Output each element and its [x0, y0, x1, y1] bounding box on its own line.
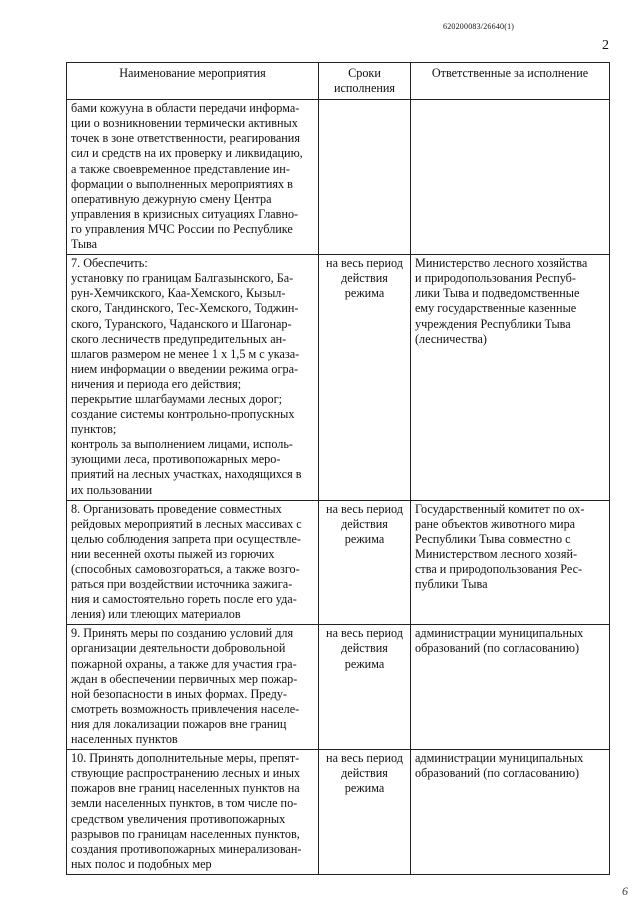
cell-line: оперативную дежурную смену Центра: [71, 191, 272, 206]
deadline-cell: [319, 500, 411, 625]
deadline-cell: [319, 625, 411, 750]
activity-cell: [67, 100, 319, 255]
cell-line: ции о возникновении термически активных: [71, 116, 298, 131]
header-activity: Наименование мероприятия: [67, 63, 319, 100]
header-deadline: Сроки исполнения: [319, 63, 411, 100]
cell-line: на весь период: [326, 501, 403, 516]
cell-line: режима: [344, 531, 385, 546]
cell-line: их пользовании: [71, 482, 153, 497]
measures-table: [66, 62, 610, 875]
cell-line: 9. Принять меры по созданию условий для: [71, 626, 294, 641]
responsible-cell: [411, 255, 610, 501]
cell-line: создания противопожарных минерализован-: [71, 841, 302, 856]
responsible-cell: [411, 500, 610, 625]
cell-line: ления) или тлеющих материалов: [71, 607, 241, 622]
cell-line: ране объектов животного мира: [415, 516, 576, 531]
document-code: 620200083/26640(1): [443, 22, 515, 31]
cell-line: контроль за выполнением лицами, исполь-: [71, 437, 293, 452]
cell-line: бами кожууна в области передачи информа-: [71, 101, 300, 116]
cell-line: администрации муниципальных: [415, 751, 584, 766]
activity-cell: [67, 625, 319, 750]
cell-line: создание системы контрольно-пропускных: [71, 407, 295, 422]
cell-line: 8. Организовать проведение совместных: [71, 501, 282, 516]
cell-line: действия: [341, 271, 388, 286]
cell-line: Государственный комитет по ох-: [415, 501, 585, 516]
cell-line: ского, Тандинского, Тес-Хемского, Тоджин-: [71, 301, 299, 316]
cell-line: целью соблюдения запрета при осуществле-: [71, 531, 301, 546]
header-responsible: Ответственные за исполнение: [411, 63, 610, 100]
cell-line: Тыва: [71, 237, 98, 252]
cell-line: ных полос и подобных мер: [71, 856, 212, 871]
table-row: [67, 750, 610, 875]
cell-line: смотреть возможность привлечения населе-: [71, 701, 300, 716]
cell-line: перекрытие шлагбаумами лесных дорог;: [71, 391, 282, 406]
cell-line: земли населенных пунктов, в том числе по-: [71, 796, 298, 811]
cell-line: пожаров вне границ населенных пунктов на: [71, 781, 300, 796]
cell-line: го управления МЧС России по Республике: [71, 221, 293, 236]
cell-line: рейдовых мероприятий в лесных массивах с: [71, 516, 302, 531]
cell-line: ния для локализации пожаров вне границ: [71, 716, 287, 731]
cell-line: 7. Обеспечить:: [71, 256, 148, 271]
activity-cell: [67, 255, 319, 501]
cell-line: учреждения Республики Тыва: [415, 316, 571, 331]
table-row: [67, 500, 610, 625]
cell-line: нии весенней охоты пыжей из горючих: [71, 546, 275, 561]
activity-cell: [67, 750, 319, 875]
cell-line: Министерством лесного хозяй-: [415, 546, 578, 561]
activity-cell: [67, 500, 319, 625]
cell-line: (лесничества): [415, 331, 487, 346]
cell-line: нием информации о введении режима огра-: [71, 361, 299, 376]
cell-line: администрации муниципальных: [415, 626, 584, 641]
cell-line: на весь период: [326, 626, 403, 641]
deadline-cell: [319, 255, 411, 501]
cell-line: формации о выполненных мероприятиях в: [71, 176, 293, 191]
cell-line: ского, Туранского, Чаданского и Шагонар-: [71, 316, 292, 331]
responsible-cell: [411, 625, 610, 750]
corner-handwritten-mark: 6: [622, 884, 628, 898]
cell-line: установку по границам Балгазынского, Ба-: [71, 271, 294, 286]
cell-line: населенных пунктов: [71, 732, 178, 747]
responsible-cell: [411, 100, 610, 255]
cell-line: публики Тыва: [415, 577, 488, 592]
cell-line: приятий на лесных участках, находящихся в: [71, 467, 302, 482]
cell-line: Министерство лесного хозяйства: [415, 256, 588, 271]
cell-line: ничения и периода его действия;: [71, 376, 242, 391]
deadline-cell: [319, 750, 411, 875]
cell-line: раться при воздействии источника зажига-: [71, 577, 293, 592]
cell-line: сил и средств на их проверку и ликвидацию,: [71, 146, 303, 161]
cell-line: ния и самостоятельно гореть после его уда-: [71, 592, 297, 607]
cell-line: шлагов размером не менее 1 х 1,5 м с указа-: [71, 346, 300, 361]
deadline-cell: [319, 100, 411, 255]
cell-line: точек в зоне ответственности, реагирования: [71, 131, 300, 146]
cell-line: действия: [341, 766, 388, 781]
cell-line: образований (по согласованию): [415, 641, 580, 656]
cell-line: 10. Принять дополнительные меры, препят-: [71, 751, 300, 766]
cell-line: ему государственные казенные: [415, 301, 577, 316]
cell-line: рун-Хемчикского, Каа-Хемского, Кызыл-: [71, 286, 286, 301]
table-row: [67, 100, 610, 255]
cell-line: ства и природопользования Рес-: [415, 562, 583, 576]
table-body: [67, 100, 610, 875]
cell-line: режима: [344, 656, 385, 671]
page-number: 2: [602, 38, 609, 53]
cell-line: пунктов;: [71, 422, 117, 437]
cell-line: средством увеличения противопожарных: [71, 811, 286, 826]
cell-line: и природопользования Респуб-: [415, 271, 576, 286]
cell-line: разрывов по границам населенных пунктов,: [71, 826, 300, 841]
cell-line: ждан в обеспечении первичных мер пожар-: [71, 671, 298, 686]
table-row: [67, 625, 610, 750]
cell-line: на весь период: [326, 751, 403, 766]
cell-line: управления в кризисных ситуациях Главно-: [71, 206, 299, 221]
responsible-cell: [411, 750, 610, 875]
cell-line: организации деятельности добровольной: [71, 641, 286, 656]
cell-line: а также своевременное представление ин-: [71, 161, 290, 176]
cell-line: Республики Тыва совместно с: [415, 531, 571, 546]
cell-line: действия: [341, 516, 388, 531]
cell-line: режима: [344, 781, 385, 796]
cell-line: образований (по согласованию): [415, 766, 580, 781]
cell-line: пожарной охраны, а также для участия гра-: [71, 656, 297, 671]
cell-line: зующими леса, противопожарных меро-: [71, 452, 281, 467]
cell-line: (способных самовозгораться, а также возго-: [71, 562, 300, 576]
cell-line: ского лесничеств предупредительных ан-: [71, 331, 287, 346]
cell-line: ствующие распространению лесных и иных: [71, 766, 301, 781]
cell-line: действия: [341, 641, 388, 656]
cell-line: режима: [344, 286, 385, 301]
table-header-row: [67, 63, 610, 100]
table-row: [67, 255, 610, 501]
cell-line: лики Тыва и подведомственные: [415, 286, 580, 301]
cell-line: на весь период: [326, 256, 403, 271]
cell-line: ной безопасности в иных формах. Преду-: [71, 686, 287, 701]
